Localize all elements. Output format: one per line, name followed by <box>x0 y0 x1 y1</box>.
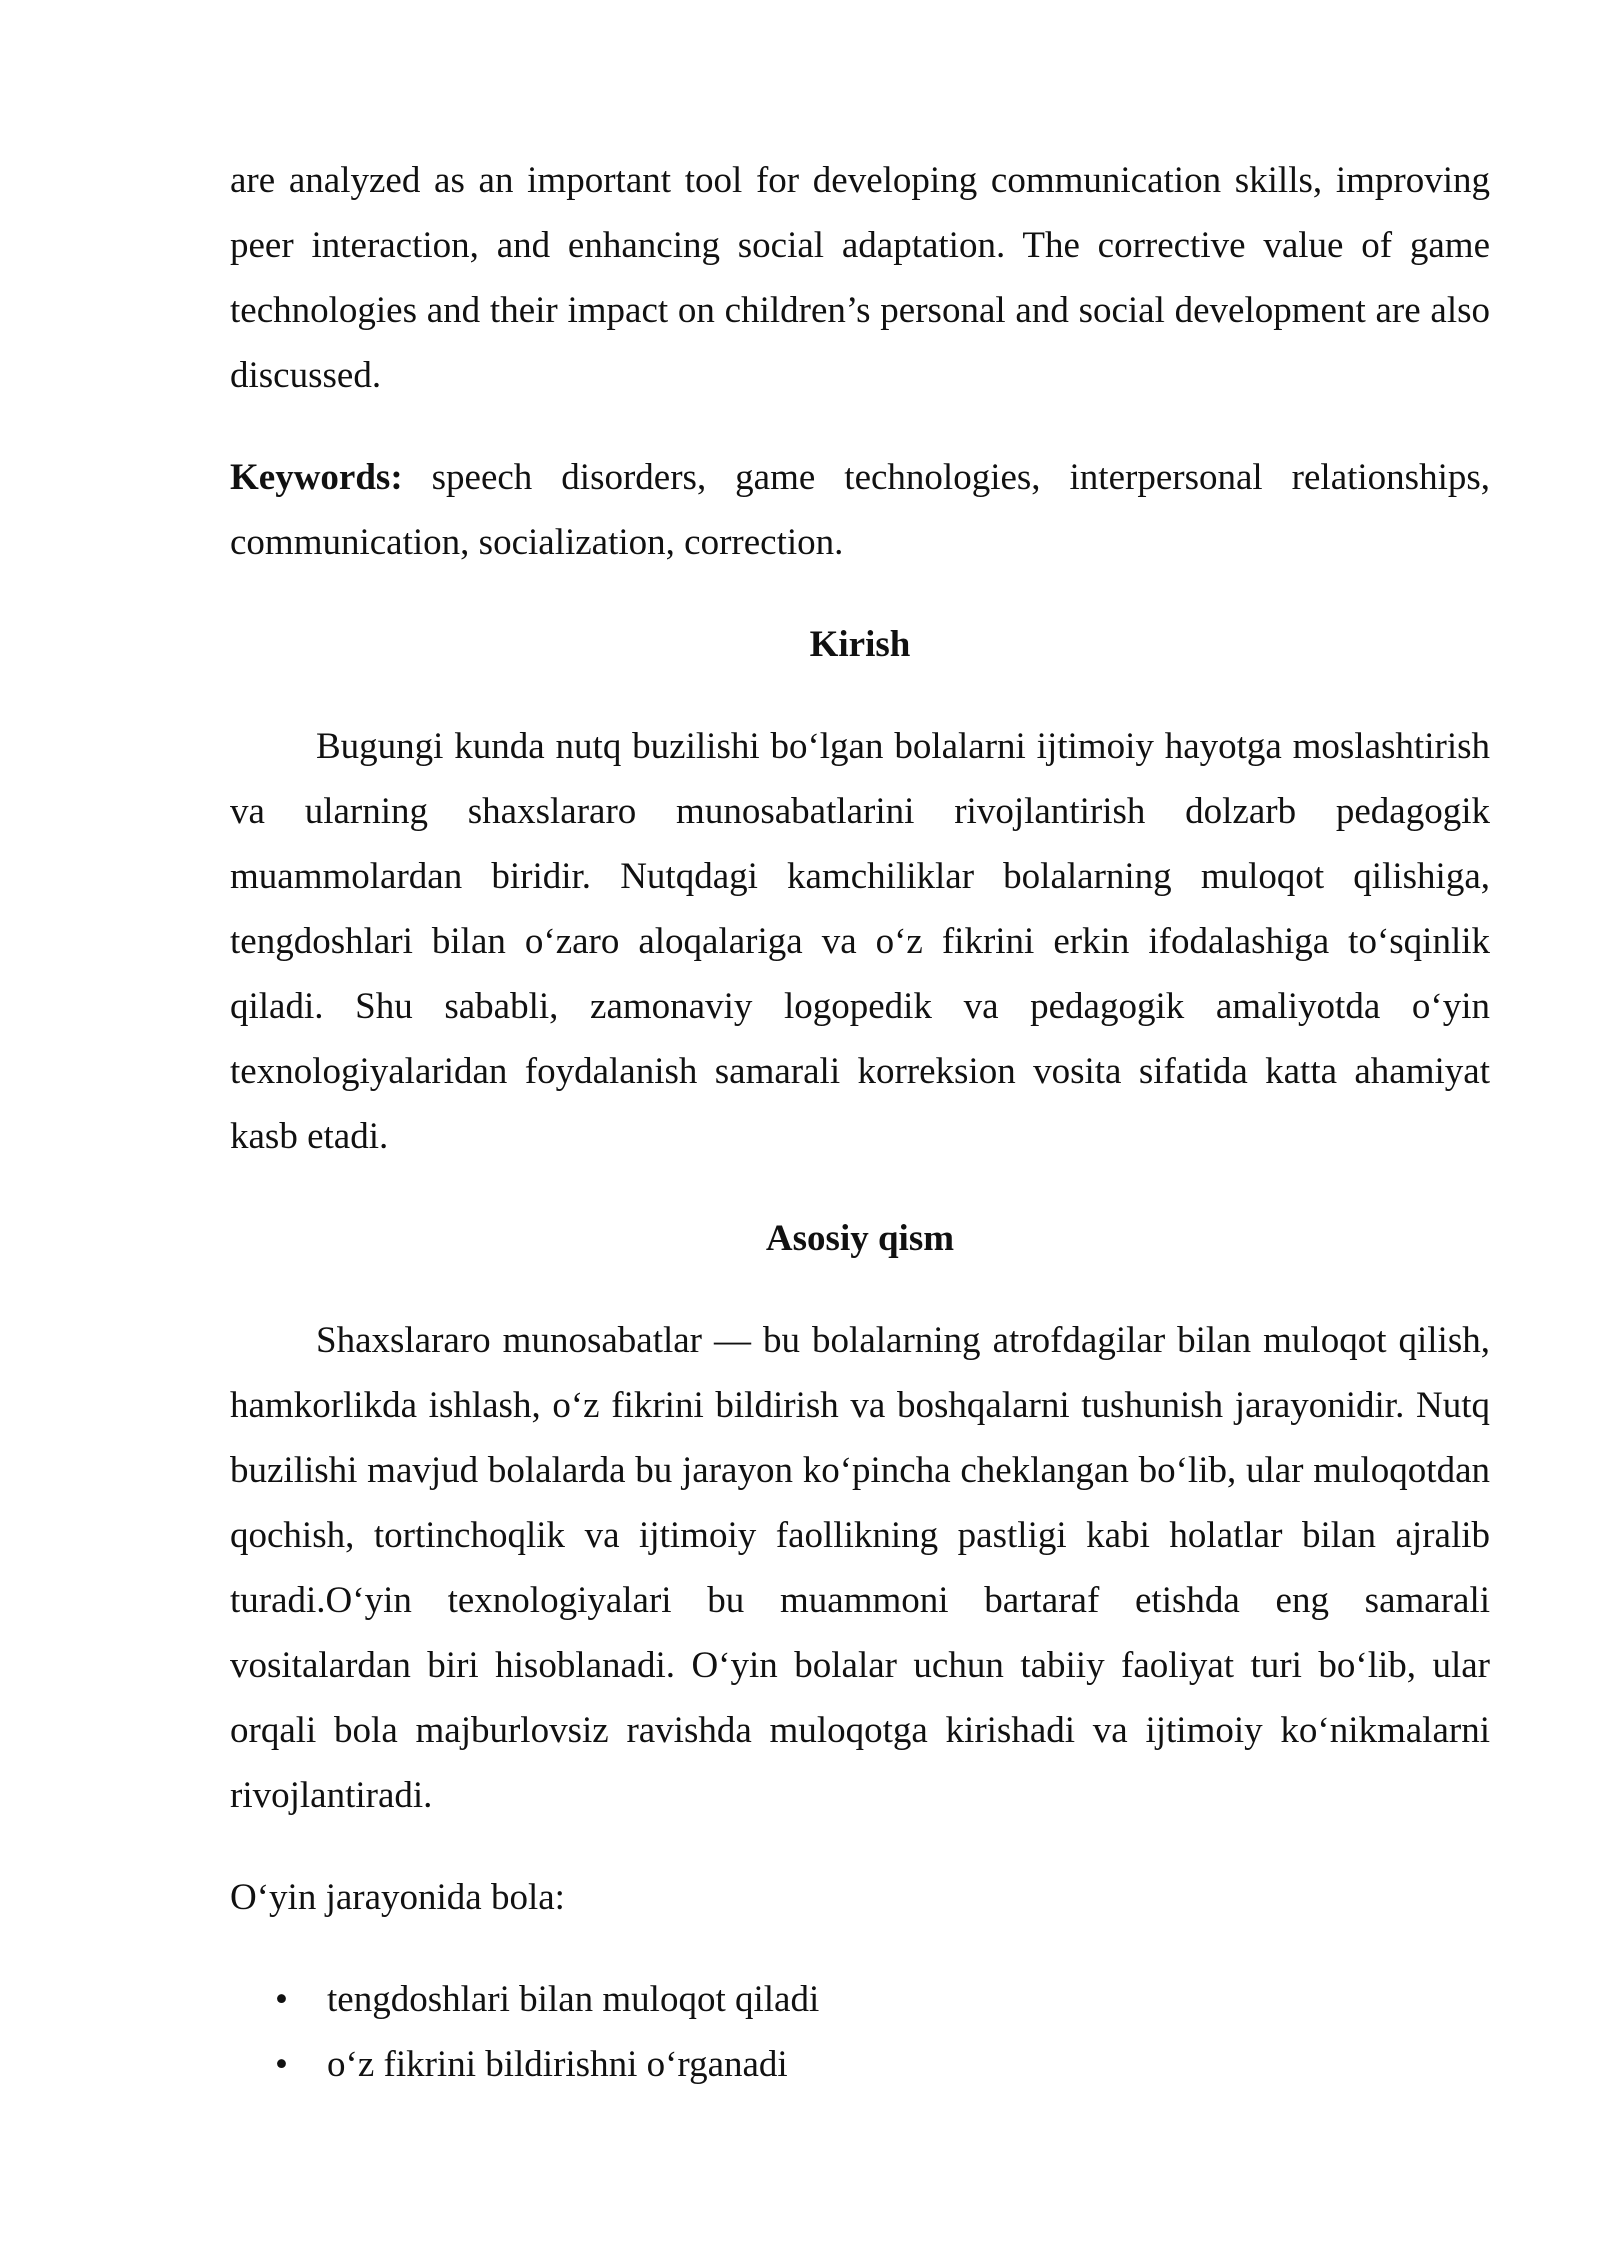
list-item <box>230 2032 1490 2097</box>
list-intro: Oʻyin jarayonida bola: <box>230 1877 565 1918</box>
bullet-icon: • <box>275 1979 288 2020</box>
keywords-paragraph <box>230 445 1490 575</box>
list-item-text: oʻz fikrini bildirishni oʻrganadi <box>327 2044 788 2085</box>
section-heading-main: Asosiy qism <box>765 1218 955 1259</box>
list-item-text: tengdoshlari bilan muloqot qiladi <box>327 1979 820 2020</box>
list-item <box>230 1967 1490 2032</box>
intro-paragraph: Bugungi kunda nutq buzilishi boʻlgan bolalarni ijtimoiy hayotga moslashtirish va ularning shaxslararo munosabatlarini rivojlantirish dolzarb pedagogik muammolardan biridir. Nutqdagi kamchiliklar bolalarning muloqot qilishiga, tengdoshlari bilan oʻzaro aloqalariga va oʻz fikrini erkin ifodalashiga toʻsqinlik qiladi. Shu sababli, zamonaviy logopedik va pedagogik amaliyotda oʻyin texnologiyalaridan foydalanish samarali korreksion vosita sifatida katta ahamiyat kasb etadi. <box>230 726 1490 1157</box>
abstract-continuation: are analyzed as an important tool for developing communication skills, improving peer interaction, and enhancing social adaptation. The corrective value of game technologies and their impact on children’s personal and social development are also discussed. <box>230 160 1490 396</box>
keywords-label: Keywords: <box>230 457 403 498</box>
page-content <box>230 148 1490 2097</box>
bullet-icon: • <box>275 2044 288 2085</box>
section-heading-intro: Kirish <box>809 624 911 665</box>
bullet-list <box>230 1967 1490 2097</box>
main-paragraph: Shaxslararo munosabatlar — bu bolalarning atrofdagilar bilan muloqot qilish, hamkorlikda ishlash, oʻz fikrini bildirish va boshqalarni tushunish jarayonidir. Nutq buzilishi mavjud bolalarda bu jarayon koʻpincha cheklangan boʻlib, ular muloqotdan qochish, tortinchoqlik va ijtimoiy faollikning pastligi kabi holatlar bilan ajralib turadi.Oʻyin texnologiyalari bu muammoni bartaraf etishda eng samarali vositalardan biri hisoblanadi. Oʻyin bolalar uchun tabiiy faoliyat turi boʻlib, ular orqali bola majburlovsiz ravishda muloqotga kirishadi va ijtimoiy koʻnikmalarni rivojlantiradi. <box>230 1320 1490 1816</box>
keywords-text: speech disorders, game technologies, interpersonal relationships, communication, socialization, correction. <box>230 457 1490 563</box>
